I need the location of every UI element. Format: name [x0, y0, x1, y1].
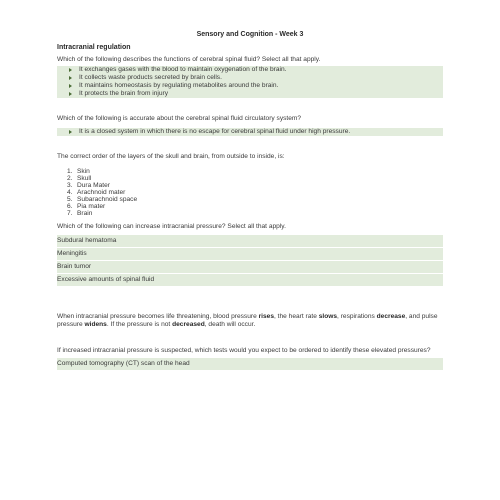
answer-word: slows	[318, 313, 338, 320]
answer-list-1	[57, 66, 443, 98]
question-3: The correct order of the layers of the skull and brain, from outside to inside, is:	[57, 153, 285, 160]
answer-item: Meningitis	[57, 248, 443, 261]
list-item: 6. Pia mater	[67, 203, 106, 210]
answer-word: decrease	[376, 313, 406, 320]
answer-item: It exchanges gases with the blood to maintain oxygenation of the brain.	[57, 66, 443, 74]
answer-item: Brain tumor	[57, 261, 443, 274]
answer-item: It collects waste products secreted by brain cells.	[57, 74, 443, 82]
list-item: 3. Dura Mater	[67, 182, 110, 189]
list-item: 1. Skin	[67, 168, 90, 175]
answer-item: Computed tomography (CT) scan of the head	[57, 358, 443, 371]
answer-item: It maintains homeostasis by regulating metabolites around the brain.	[57, 82, 443, 90]
answer-word: decreased	[172, 321, 205, 328]
answer-word: rises	[258, 313, 274, 320]
answer-word: widens	[84, 321, 107, 328]
list-item: 2. Skull	[67, 175, 92, 182]
question-2: Which of the following is accurate about the cerebral spinal fluid circulatory system?	[57, 115, 302, 122]
answer-list-2	[57, 128, 443, 136]
answer-item: Excessive amounts of spinal fluid	[57, 274, 443, 287]
list-item: 7. Brain	[67, 210, 93, 217]
question-5: When intracranial pressure becomes life threatening, blood pressure rises, the heart rate slows, respirations decrease, and pulse pressure widens. If the pressure is not decreased, death will occur.	[57, 313, 438, 328]
list-item: 5. Subarachnoid space	[67, 196, 138, 203]
answer-item: It is a closed system in which there is no escape for cerebral spinal fluid under high pressure.	[57, 128, 443, 136]
answer-list-4	[57, 235, 443, 287]
answer-list-6	[57, 358, 443, 371]
question-6: If increased intracranial pressure is suspected, which tests would you expect to be ordered to identify these elevated pressures?	[57, 347, 431, 354]
layer-list	[57, 168, 443, 217]
answer-item: It protects the brain from injury	[57, 90, 443, 98]
document-page	[57, 31, 443, 371]
answer-item: Subdural hematoma	[57, 235, 443, 248]
question-4: Which of the following can increase intracranial pressure? Select all that apply.	[57, 223, 286, 230]
page-title: Sensory and Cognition - Week 3	[196, 31, 304, 38]
question-1: Which of the following describes the functions of cerebral spinal fluid? Select all that apply.	[57, 56, 321, 63]
list-item: 4. Arachnoid mater	[67, 189, 126, 196]
section-heading: Intracranial regulation	[57, 44, 131, 51]
